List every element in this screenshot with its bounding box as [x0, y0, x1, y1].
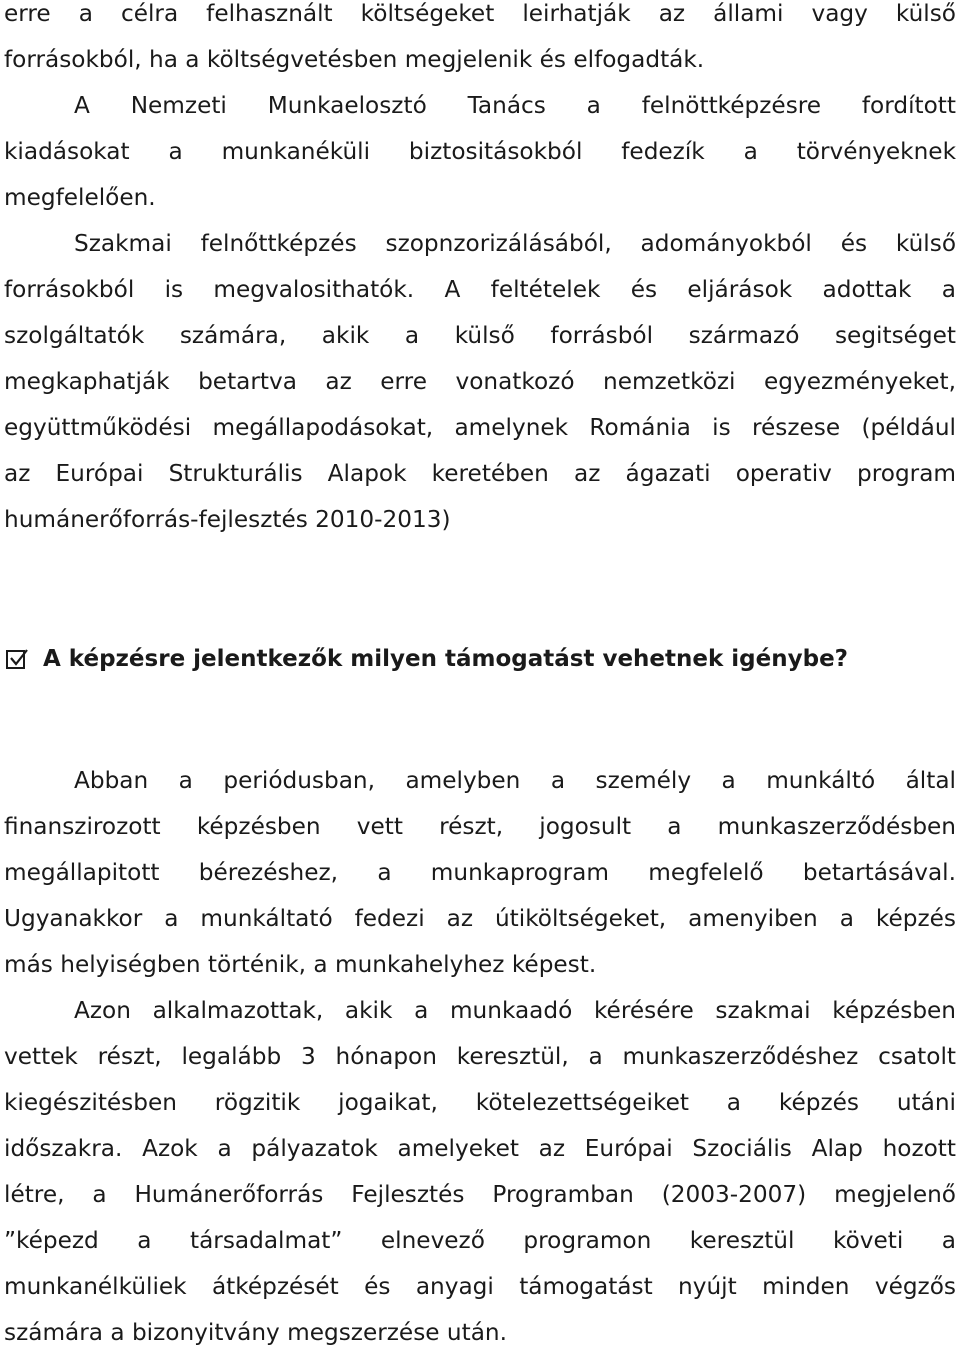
text-line: munkanélküliek átképzését és anyagi támogatást nyújt minden végzős: [4, 1273, 956, 1300]
text-line: vettek részt, legalább 3 hónapon keresztül, a munkaszerződéshez csatolt: [4, 1043, 956, 1070]
text-line: létre, a Humánerőforrás Fejlesztés Programban (2003-2007) megjelenő: [4, 1181, 956, 1208]
text-line: kiegészitésben rögzitik jogaikat, kötelezettségeiket a képzés utáni: [4, 1089, 956, 1116]
text-line: A Nemzeti Munkaelosztó Tanács a felnöttképzésre fordított: [74, 92, 956, 119]
text-line: megállapitott bérezéshez, a munkaprogram megfelelő betartásával.: [4, 859, 956, 886]
text-line: az Európai Strukturális Alapok keretében az ágazati operativ program: [4, 460, 956, 487]
section-heading-text: A képzésre jelentkezők milyen támogatást vehetnek igénybe?: [43, 646, 849, 672]
text-line: forrásokból, ha a költségvetésben megjelenik és elfogadták.: [4, 46, 705, 73]
text-line: finanszirozott képzésben vett részt, jogosult a munkaszerződésben: [4, 813, 956, 840]
text-line: szolgáltatók számára, akik a külső forrásból származó segitséget: [4, 322, 956, 349]
text-line: kiadásokat a munkanéküli biztositásokból fedezík a törvényeknek: [4, 138, 956, 165]
text-line: humánerőforrás-fejlesztés 2010-2013): [4, 506, 451, 533]
checkbox-check-icon: [6, 650, 25, 669]
text-line: megfelelően.: [4, 184, 156, 211]
text-line: együttműködési megállapodásokat, amelynek Románia is részese (például: [4, 414, 956, 441]
text-line: Azon alkalmazottak, akik a munkaadó kérésére szakmai képzésben: [74, 997, 956, 1024]
text-line: Abban a periódusban, amelyben a személy a munkáltó által: [74, 767, 956, 794]
text-line: időszakra. Azok a pályazatok amelyeket az Európai Szociális Alap hozott: [4, 1135, 956, 1162]
text-line: Ugyanakkor a munkáltató fedezi az útiköltségeket, amenyiben a képzés: [4, 905, 956, 932]
section-heading: [4, 641, 848, 677]
text-line: erre a célra felhasznált költségeket leirhatják az állami vagy külső: [4, 0, 956, 27]
text-line: számára a bizonyitvány megszerzése után.: [4, 1319, 507, 1346]
text-line: Szakmai felnőttképzés szopnzorizálásából, adományokból és külső: [74, 230, 956, 257]
text-line: forrásokból is megvalosithatók. A feltételek és eljárások adottak a: [4, 276, 956, 303]
text-line: más helyiségben történik, a munkahelyhez képest.: [4, 951, 597, 978]
text-line: ”képezd a társadalmat” elnevező programon keresztül követi a: [4, 1227, 956, 1254]
text-line: megkaphatják betartva az erre vonatkozó nemzetközi egyezményeket,: [4, 368, 956, 395]
